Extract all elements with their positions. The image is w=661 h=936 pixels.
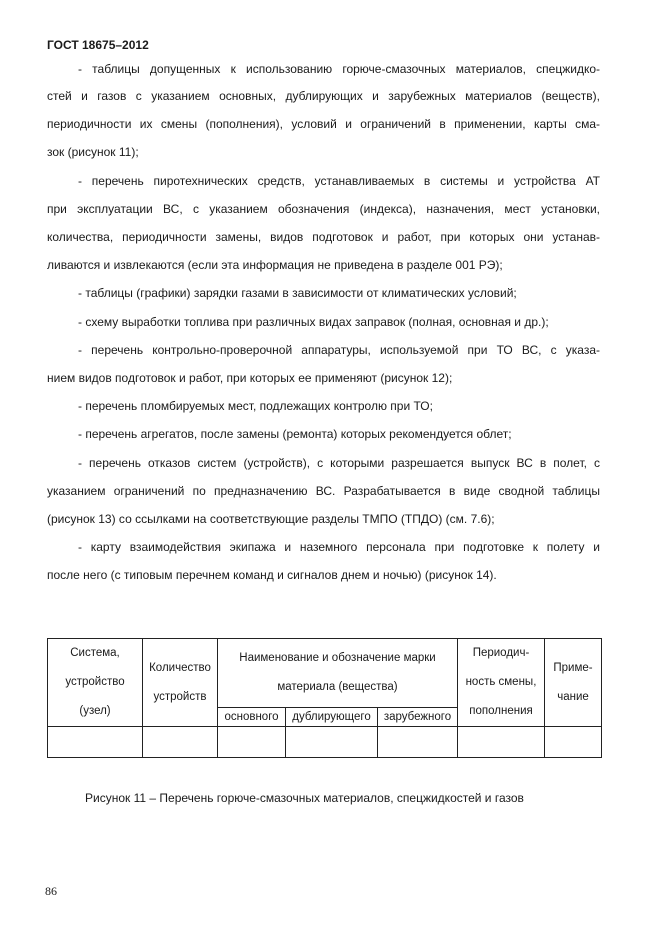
paragraph-line: нием видов подготовок и работ, при которых ее применяют (рисунок 12);	[47, 371, 453, 385]
page-number: 86	[45, 884, 57, 898]
paragraph-line: стей и газов с указанием основных, дублирующих и зарубежных материалов (веществ),	[47, 89, 600, 103]
paragraph-line: после него (с типовым перечнем команд и сигналов днем и ночью) (рисунок 14).	[47, 568, 497, 582]
header-system: Система, устройство (узел)	[48, 639, 143, 727]
paragraph-line: - таблицы допущенных к использованию горюче-смазочных материалов, спецжидко-	[78, 62, 600, 76]
paragraph-line: - схему выработки топлива при различных видах заправок (полная, основная и др.);	[78, 315, 549, 329]
table-cell	[48, 727, 143, 758]
header-period: Периодич- ность смены, пополнения	[458, 639, 545, 727]
subheader-foreign: зарубежного	[378, 708, 458, 727]
paragraph-line: ливаются и извлекаются (если эта информация не приведена в разделе 001 РЭ);	[47, 258, 503, 272]
table-cell	[143, 727, 218, 758]
paragraph-line: - перечень пломбируемых мест, подлежащих контролю при ТО;	[78, 399, 433, 413]
header-quantity: Количество устройств	[143, 639, 218, 727]
table-row	[48, 727, 602, 758]
paragraph-line: - перечень отказов систем (устройств), с которыми разрешается выпуск ВС в полет, с	[78, 456, 600, 470]
paragraph-line: количества, периодичности замены, видов подготовок и работ, при которых они устанав-	[47, 230, 600, 244]
table-cell	[286, 727, 378, 758]
header-note: Приме- чание	[545, 639, 602, 727]
paragraph-line: - перечень пиротехнических средств, устанавливаемых в системы и устройства АТ	[78, 174, 600, 188]
document-header: ГОСТ 18675–2012	[47, 38, 149, 52]
paragraph-line: указанием ограничений по предназначению ВС. Разрабатывается в виде сводной таблицы	[47, 484, 600, 498]
paragraph-line: при эксплуатации ВС, с указанием обозначения (индекса), назначения, мест установки,	[47, 202, 600, 216]
header-material: Наименование и обозначение марки материала (вещества)	[218, 639, 458, 708]
subheader-backup: дублирующего	[286, 708, 378, 727]
table-header-row	[48, 639, 602, 708]
table-cell	[378, 727, 458, 758]
table-cell	[218, 727, 286, 758]
paragraph-line: - карту взаимодействия экипажа и наземного персонала при подготовке к полету и	[78, 540, 600, 554]
paragraph-line: - перечень агрегатов, после замены (ремонта) которых рекомендуется облет;	[78, 427, 512, 441]
paragraph-line: (рисунок 13) со ссылками на соответствующие разделы ТМПО (ТПДО) (см. 7.6);	[47, 512, 495, 526]
table-cell	[458, 727, 545, 758]
paragraph-line: периодичности их смены (пополнения), условий и ограничений в применении, карты сма-	[47, 117, 600, 131]
paragraph-line: - таблицы (графики) зарядки газами в зависимости от климатических условий;	[78, 286, 517, 300]
subheader-main: основного	[218, 708, 286, 727]
paragraph-line: - перечень контрольно-проверочной аппаратуры, используемой при ТО ВС, с указа-	[78, 343, 600, 357]
table-cell	[545, 727, 602, 758]
paragraph-line: зок (рисунок 11);	[47, 145, 139, 159]
lubricants-table	[47, 638, 602, 758]
figure-caption: Рисунок 11 – Перечень горюче-смазочных материалов, спецжидкостей и газов	[85, 791, 524, 805]
